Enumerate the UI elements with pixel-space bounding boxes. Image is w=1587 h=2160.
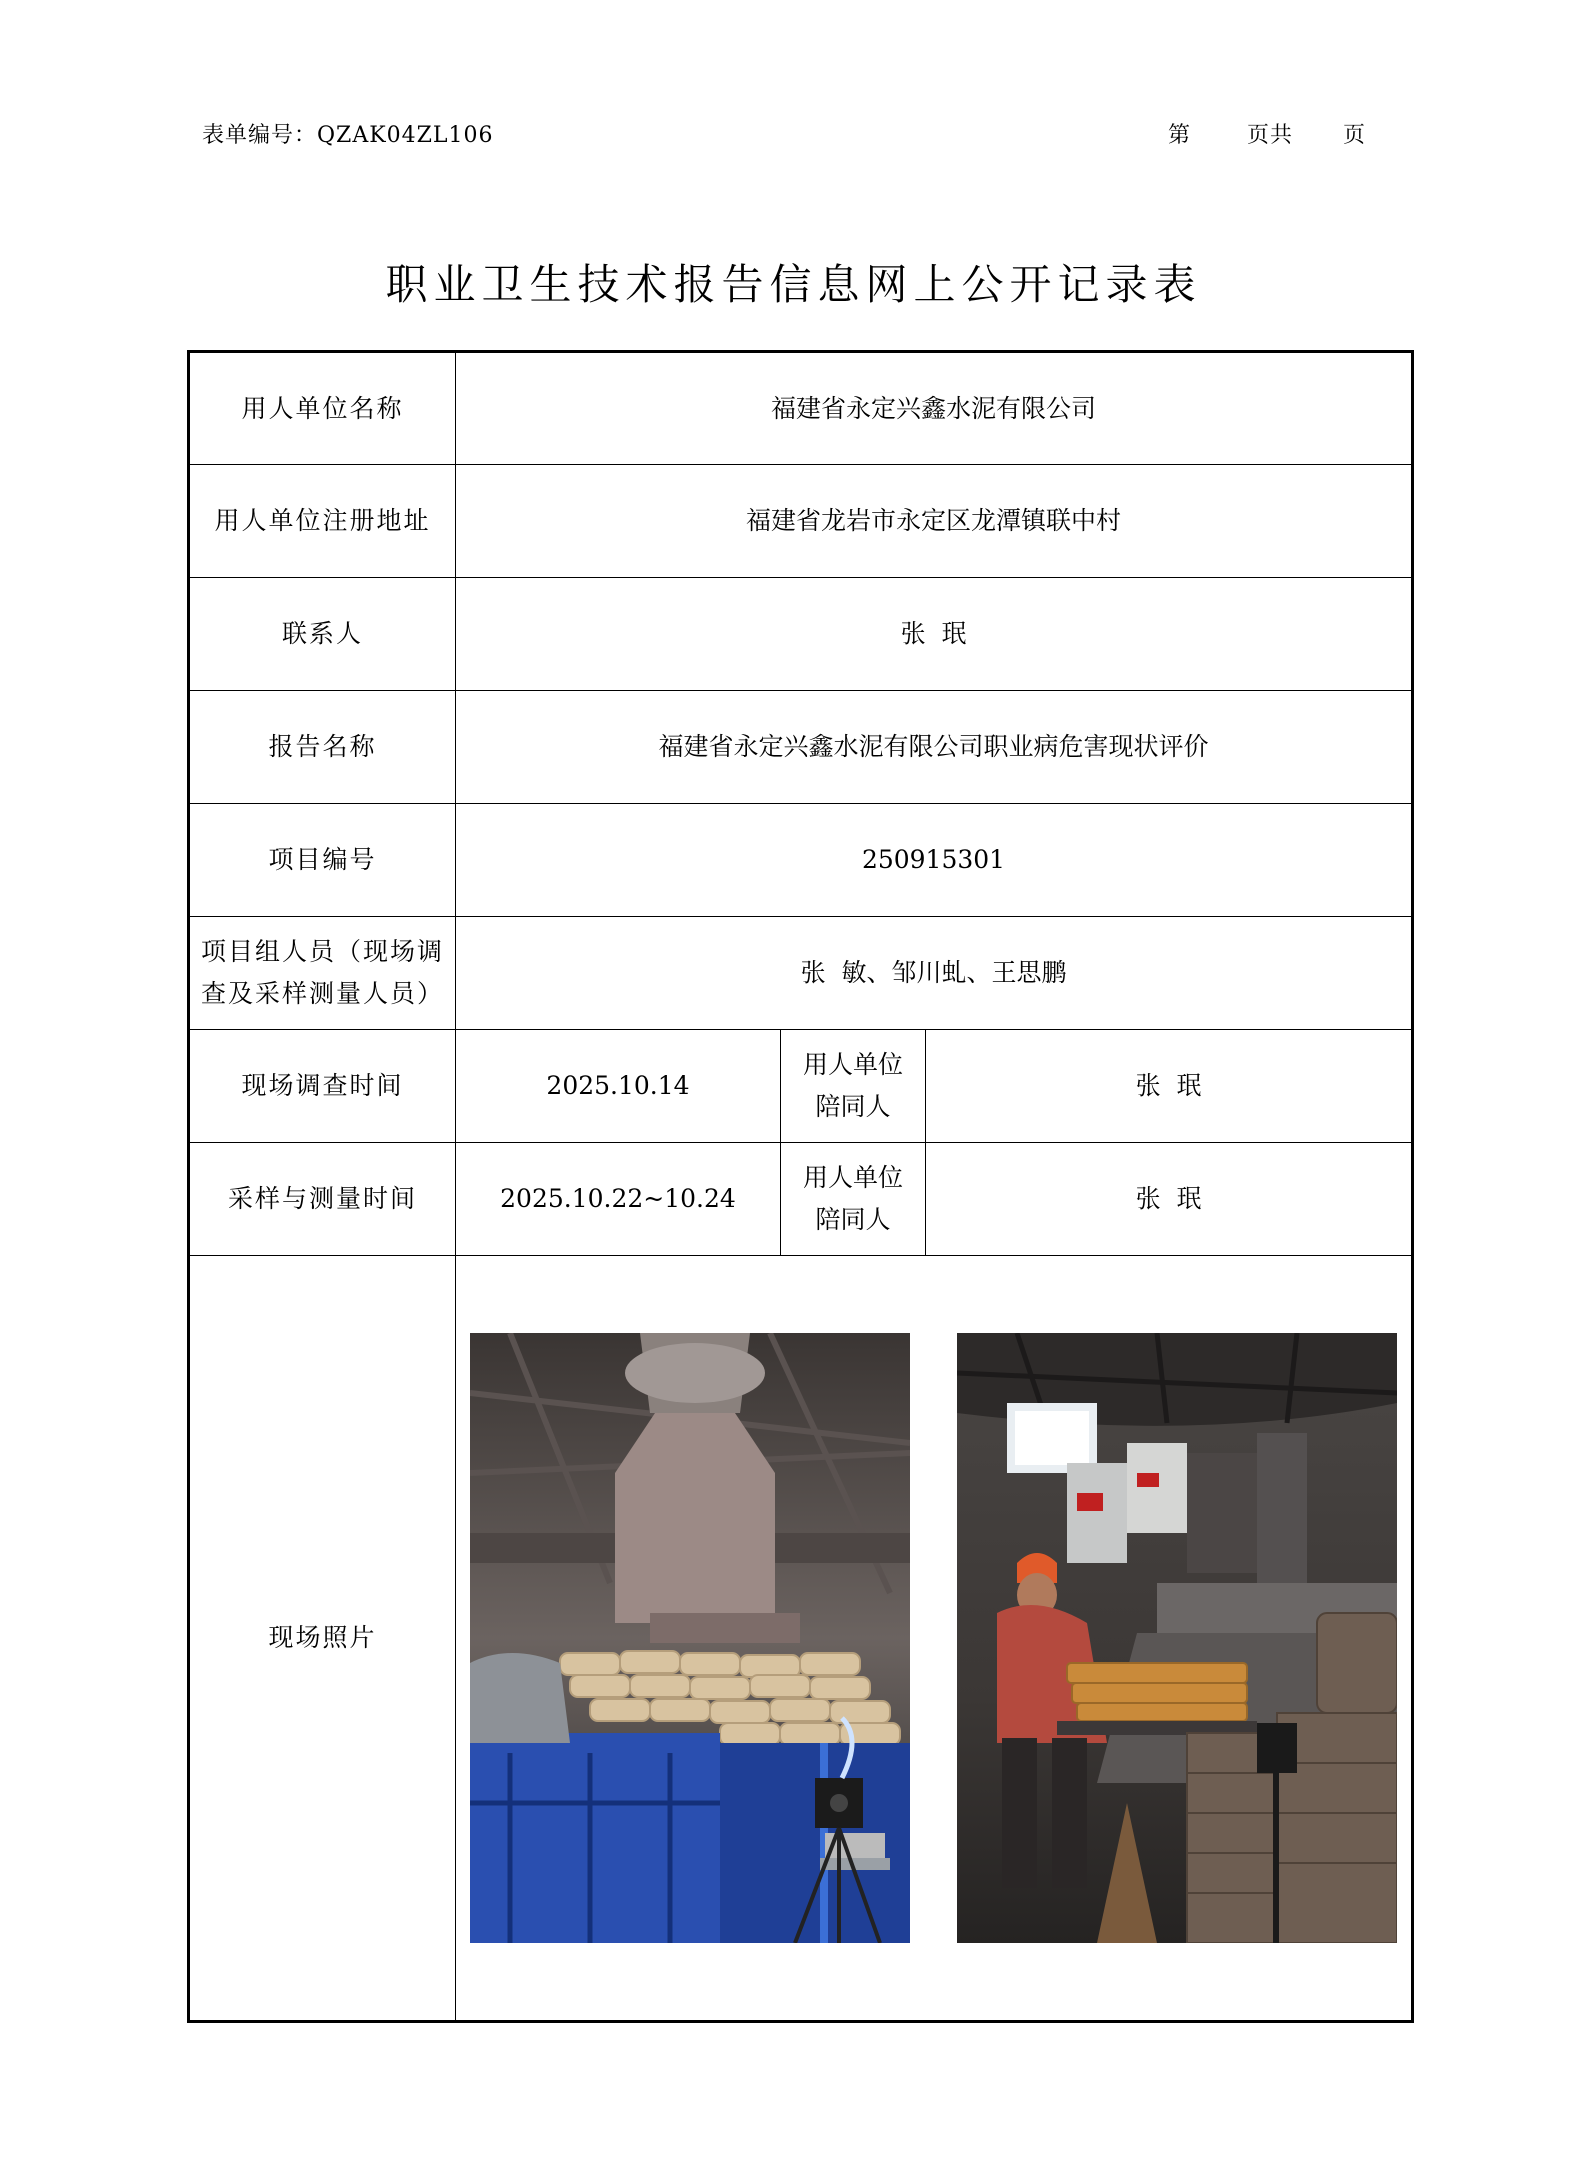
row-employer-name bbox=[189, 352, 1413, 465]
photo-label: 现场照片 bbox=[189, 1256, 456, 2022]
sampling-companion-value: 张 珉 bbox=[926, 1143, 1413, 1256]
photos-cell bbox=[456, 1256, 1413, 2022]
row-sampling-time bbox=[189, 1143, 1413, 1256]
row-report-name bbox=[189, 691, 1413, 804]
page-info bbox=[1168, 118, 1366, 149]
row-photos bbox=[189, 1256, 1413, 2022]
report-name-value: 福建省永定兴鑫水泥有限公司职业病危害现状评价 bbox=[456, 691, 1413, 804]
site-photo-loading bbox=[470, 1333, 910, 1943]
site-photo-loading-image bbox=[470, 1333, 910, 1943]
team-label-line2: 查及采样测量人员） bbox=[200, 979, 444, 1008]
row-address bbox=[189, 465, 1413, 578]
site-photo-packing bbox=[957, 1333, 1397, 1943]
team-value: 张 敏、邹川虬、王思鹏 bbox=[456, 917, 1413, 1030]
contact-value: 张 珉 bbox=[456, 578, 1413, 691]
project-no-label: 项目编号 bbox=[189, 804, 456, 917]
survey-companion-label bbox=[781, 1030, 926, 1143]
address-value: 福建省龙岩市永定区龙潭镇联中村 bbox=[456, 465, 1413, 578]
employer-name-value: 福建省永定兴鑫水泥有限公司 bbox=[456, 352, 1413, 465]
companion-label-line2: 陪同人 bbox=[815, 1205, 891, 1234]
form-number: 表单编号：QZAK04ZL106 bbox=[202, 123, 494, 148]
row-team bbox=[189, 917, 1413, 1030]
row-contact bbox=[189, 578, 1413, 691]
companion-label-line2: 陪同人 bbox=[815, 1092, 891, 1121]
sampling-time-value: 2025.10.22~10.24 bbox=[456, 1143, 781, 1256]
contact-label: 联系人 bbox=[189, 578, 456, 691]
employer-name-label: 用人单位名称 bbox=[189, 352, 456, 465]
sampling-companion-label bbox=[781, 1143, 926, 1256]
companion-label-line1: 用人单位 bbox=[802, 1163, 903, 1192]
address-label: 用人单位注册地址 bbox=[189, 465, 456, 578]
page-title: 职业卫生技术报告信息网上公开记录表 bbox=[385, 260, 1202, 309]
project-no-value: 250915301 bbox=[456, 804, 1413, 917]
page-info-yegong: 页共 bbox=[1247, 123, 1294, 148]
team-label-line1: 项目组人员（现场调 bbox=[200, 937, 444, 966]
site-photo-packing-image bbox=[957, 1333, 1397, 1943]
team-label bbox=[189, 917, 456, 1030]
sampling-time-label: 采样与测量时间 bbox=[189, 1143, 456, 1256]
survey-companion-value: 张 珉 bbox=[926, 1030, 1413, 1143]
row-survey-time bbox=[189, 1030, 1413, 1143]
page-info-ye: 页 bbox=[1343, 123, 1367, 148]
row-project-no bbox=[189, 804, 1413, 917]
photos-container bbox=[464, 1333, 1403, 1943]
survey-time-value: 2025.10.14 bbox=[456, 1030, 781, 1143]
report-name-label: 报告名称 bbox=[189, 691, 456, 804]
survey-time-label: 现场调查时间 bbox=[189, 1030, 456, 1143]
record-table bbox=[187, 350, 1414, 2023]
page-info-di: 第 bbox=[1168, 123, 1192, 148]
companion-label-line1: 用人单位 bbox=[802, 1050, 903, 1079]
